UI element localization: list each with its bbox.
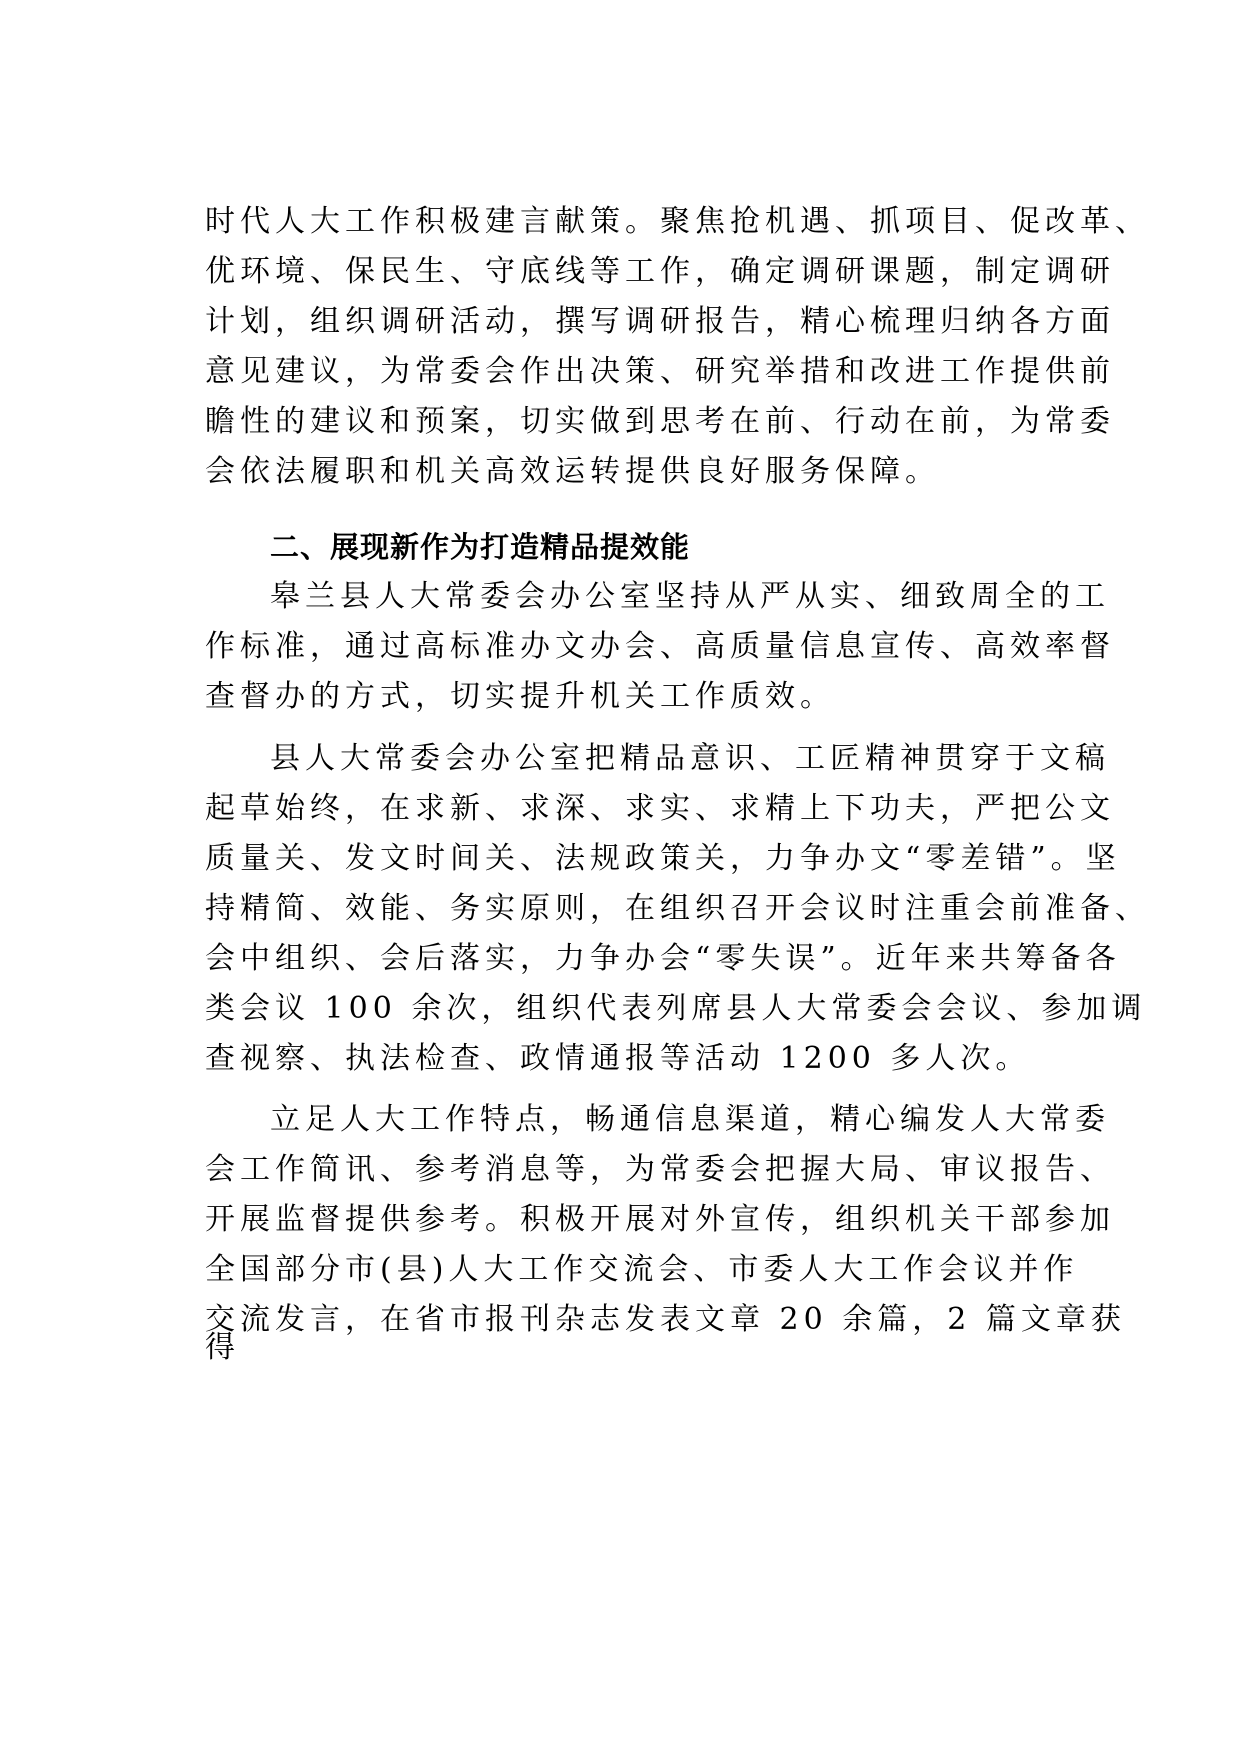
paragraph-line: 质量关、发文时间关、法规政策关，力争办文“零差错”。坚	[205, 841, 1121, 876]
paragraph-line: 作标准，通过高标准办文办会、高质量信息宣传、高效率督	[205, 629, 1115, 664]
paragraph-line: 优环境、保民生、守底线等工作，确定调研课题，制定调研	[205, 254, 1115, 289]
paragraph-line: 皋兰县人大常委会办公室坚持从严从实、细致周全的工	[270, 579, 1110, 614]
paragraph-line: 查视察、执法检查、政情通报等活动 1200 多人次。	[205, 1041, 1031, 1076]
section-heading	[270, 522, 690, 572]
paragraph-line: 会工作简讯、参考消息等，为常委会把握大局、审议报告、	[205, 1152, 1115, 1187]
paragraph	[205, 734, 1150, 1084]
paragraph	[205, 572, 1115, 722]
paragraph	[205, 1095, 1126, 1363]
paragraph-line: 瞻性的建议和预案，切实做到思考在前、行动在前，为常委	[205, 404, 1115, 439]
paragraph-line: 计划，组织调研活动，撰写调研报告，精心梳理归纳各方面	[205, 304, 1115, 339]
paragraph-line: 开展监督提供参考。积极开展对外宣传，组织机关干部参加	[205, 1202, 1115, 1237]
paragraph-line: 交流发言，在省市报刊杂志发表文章 20 余篇，2 篇文章获	[205, 1302, 1126, 1337]
paragraph-line: 会中组织、会后落实，力争办会“零失误”。近年来共筹备各	[205, 941, 1121, 976]
paragraph-line: 立足人大工作特点，畅通信息渠道，精心编发人大常委	[270, 1102, 1110, 1137]
paragraph-line: 类会议 100 余次，组织代表列席县人大常委会会议、参加调	[205, 991, 1147, 1026]
paragraph-line: 持精简、效能、务实原则，在组织召开会议时注重会前准备、	[205, 891, 1150, 926]
paragraph-continuation	[205, 197, 1150, 497]
paragraph-line: 得	[205, 1330, 240, 1365]
paragraph-line: 县人大常委会办公室把精品意识、工匠精神贯穿于文稿	[270, 741, 1110, 776]
paragraph-line: 时代人大工作积极建言献策。聚焦抢机遇、抓项目、促改革、	[205, 204, 1150, 239]
paragraph-line: 会依法履职和机关高效运转提供良好服务保障。	[205, 454, 940, 489]
paragraph-line: 意见建议，为常委会作出决策、研究举措和改进工作提供前	[205, 354, 1115, 389]
section-heading-text: 二、展现新作为打造精品提效能	[270, 530, 691, 564]
paragraph-line: 查督办的方式，切实提升机关工作质效。	[205, 679, 835, 714]
paragraph-line: 全国部分市(县)人大工作交流会、市委人大工作会议并作	[205, 1252, 1079, 1287]
paragraph-line: 起草始终，在求新、求深、求实、求精上下功夫，严把公文	[205, 791, 1115, 826]
